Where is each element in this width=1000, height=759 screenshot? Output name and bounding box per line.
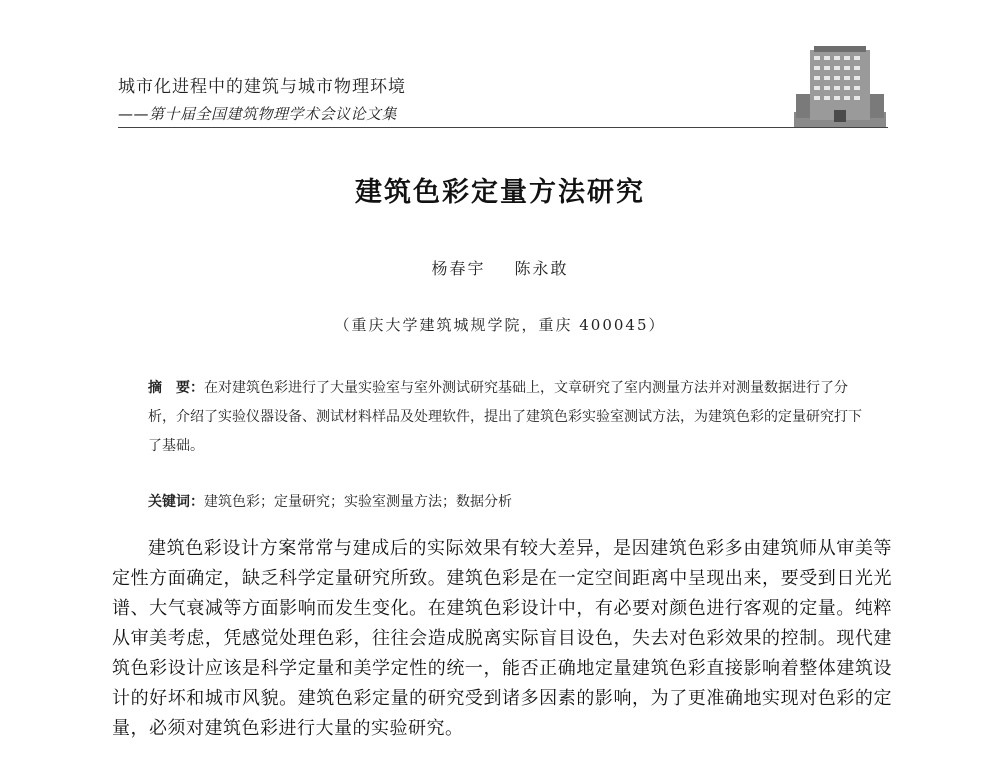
proceedings-series-title: 城市化进程中的建筑与城市物理环境 [118, 77, 406, 97]
proceedings-header [118, 72, 406, 124]
body-paragraph: 建筑色彩设计方案常常与建成后的实际效果有较大差异，是因建筑色彩多由建筑师从审美等定性方面确定，缺乏科学定量研究所致。建筑色彩是在一定空间距离中呈现出来，要受到日光光谱、大气衰减等方面影响而发生变化。在建筑色彩设计中，有必要对颜色进行客观的定量。纯粹从审美考虑，凭感觉处理色彩，往往会造成脱离实际盲目设色，失去对色彩效果的控制。现代建筑色彩设计应该是科学定量和美学定性的统一，能否正确地定量建筑色彩直接影响着整体建筑设计的好坏和城市风貌。建筑色彩定量的研究受到诸多因素的影响，为了更准确地实现对色彩的定量，必须对建筑色彩进行大量的实验研究。 [112, 538, 892, 739]
abstract-text: 在对建筑色彩进行了大量实验室与室外测试研究基础上，文章研究了室内测量方法并对测量数据进行了分析，介绍了实验仪器设备、测试材料样品及处理软件，提出了建筑色彩实验室测试方法，为建筑色彩的定量研究打下了基础。 [148, 380, 862, 454]
paper-authors: 杨春宇 陈永敢 [431, 259, 569, 278]
paper-affiliation: （重庆大学建筑城规学院，重庆 400045） [334, 316, 666, 334]
abstract-label: 摘 要： [148, 380, 204, 396]
keywords-text: 建筑色彩；定量研究；实验室测量方法；数据分析 [204, 494, 512, 510]
paper-title: 建筑色彩定量方法研究 [355, 177, 645, 208]
proceedings-subtitle: ——第十届全国建筑物理学术会议论文集 [118, 105, 398, 123]
header-rule [118, 127, 888, 128]
keywords [148, 491, 863, 511]
building-logo-image [790, 42, 890, 130]
keywords-label: 关键词： [148, 494, 204, 510]
abstract [148, 374, 863, 461]
